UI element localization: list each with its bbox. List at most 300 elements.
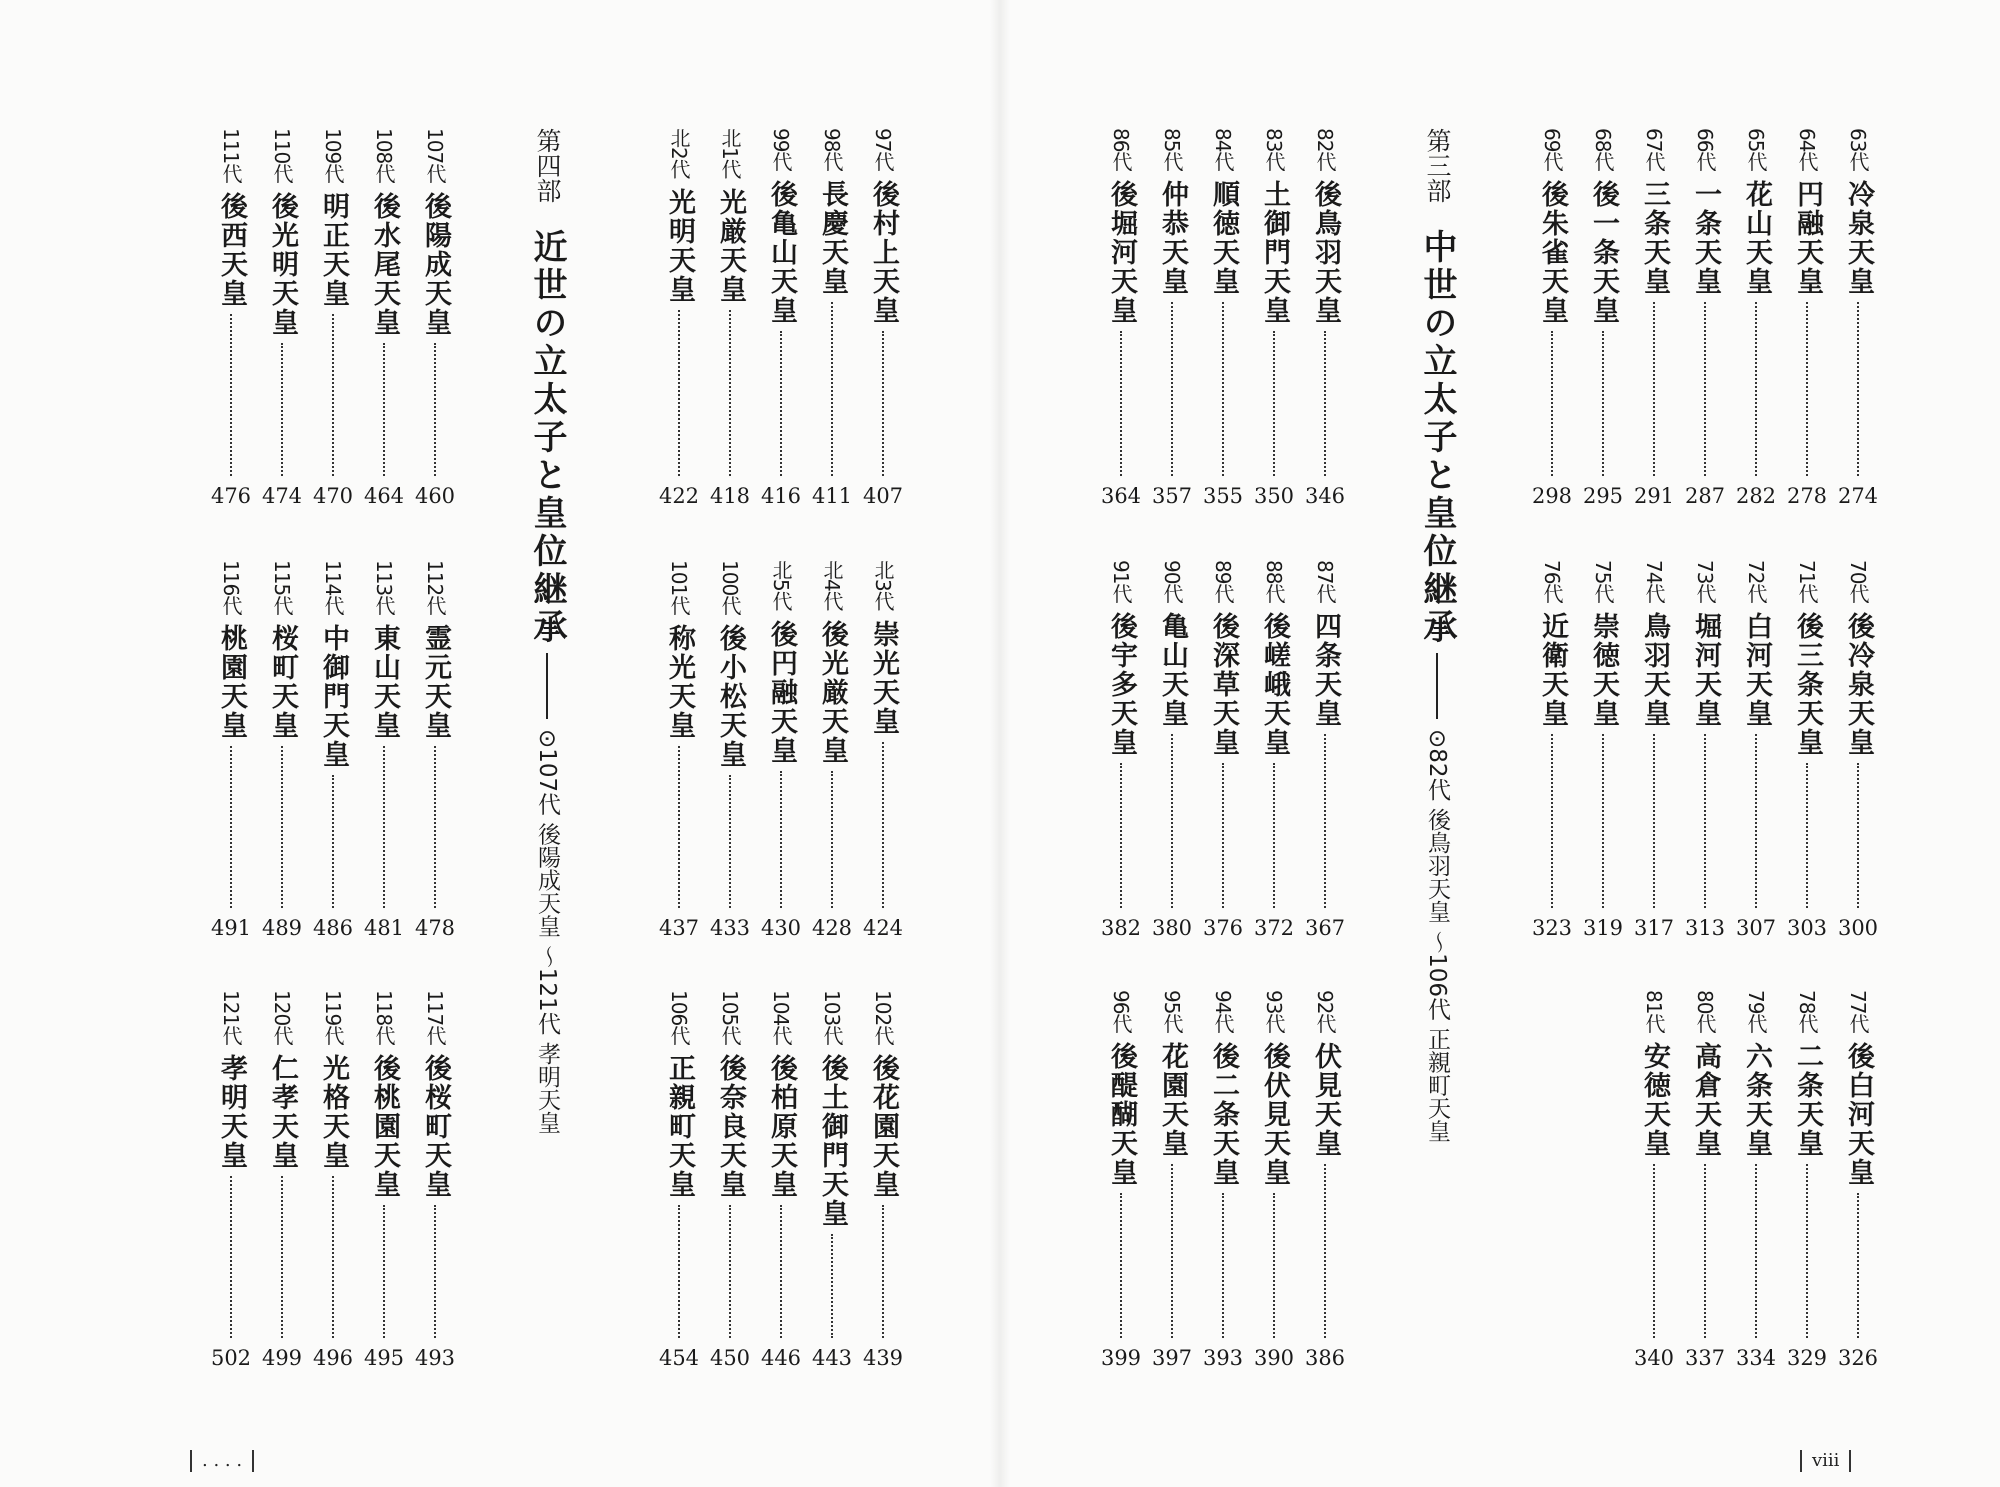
entry-emperor-name: 後堀河天皇 — [1106, 180, 1137, 326]
toc-entry — [1578, 560, 1628, 940]
toc-entry — [1629, 990, 1679, 1370]
dot-leader — [882, 331, 884, 476]
toc-entry — [705, 128, 755, 508]
entry-emperor-name: 光格天皇 — [318, 1054, 349, 1171]
toc-entry — [1731, 560, 1781, 940]
entry-era: 120代 — [270, 990, 294, 1045]
part-heading-3 — [1402, 128, 1472, 1228]
entry-era: 67代 — [1642, 128, 1666, 171]
toc-entry — [654, 560, 704, 940]
dot-leader — [1806, 1164, 1808, 1338]
dot-leader — [230, 746, 232, 908]
entry-emperor-name: 高倉天皇 — [1690, 1042, 1721, 1159]
entry-emperor-name: 崇徳天皇 — [1588, 612, 1619, 729]
toc-entry — [410, 128, 460, 508]
dot-leader — [1755, 1164, 1757, 1338]
entry-page-number: 476 — [210, 484, 252, 508]
entry-era: 99代 — [769, 128, 793, 171]
entry-era: 73代 — [1693, 560, 1717, 603]
dot-leader — [1857, 763, 1859, 908]
dot-leader — [1704, 302, 1706, 476]
entry-era: 119代 — [321, 990, 345, 1045]
entry-emperor-name: 後白河天皇 — [1843, 1042, 1874, 1188]
toc-entry — [1300, 560, 1350, 940]
entry-emperor-name: 円融天皇 — [1792, 180, 1823, 297]
entry-era: 71代 — [1795, 560, 1819, 603]
dot-leader — [1704, 1164, 1706, 1338]
toc-entry — [1198, 990, 1248, 1370]
entry-emperor-name: 後西天皇 — [216, 192, 247, 309]
entry-emperor-name: 後冷泉天皇 — [1843, 612, 1874, 758]
entry-era: 121代 — [219, 990, 243, 1045]
entry-page-number: 486 — [312, 916, 354, 940]
entry-page-number: 298 — [1531, 484, 1573, 508]
entry-emperor-name: 後三条天皇 — [1792, 612, 1823, 758]
toc-entry — [807, 128, 857, 508]
entry-page-number: 340 — [1633, 1346, 1675, 1370]
toc-entry — [1300, 128, 1350, 508]
dot-leader — [678, 746, 680, 908]
dot-leader — [1755, 734, 1757, 908]
dot-leader — [678, 1205, 680, 1338]
entry-emperor-name: 後亀山天皇 — [766, 180, 797, 326]
part-title: 中世の立太子と皇位継承 — [1417, 229, 1457, 647]
entry-page-number: 372 — [1253, 916, 1295, 940]
entry-emperor-name: 光明天皇 — [664, 187, 695, 304]
entry-emperor-name: 長慶天皇 — [817, 180, 848, 297]
entry-page-number: 418 — [709, 484, 751, 508]
entry-era: 72代 — [1744, 560, 1768, 603]
entry-emperor-name: 仲恭天皇 — [1157, 180, 1188, 297]
entry-era: 97代 — [871, 128, 895, 171]
entry-era: 77代 — [1846, 990, 1870, 1033]
entry-page-number: 393 — [1202, 1346, 1244, 1370]
entry-era: 107代 — [423, 128, 447, 183]
entry-era: 104代 — [769, 990, 793, 1045]
entry-page-number: 493 — [414, 1346, 456, 1370]
folio-bar — [190, 1450, 192, 1472]
entry-era: 74代 — [1642, 560, 1666, 603]
dot-leader — [1273, 331, 1275, 476]
entry-page-number: 303 — [1786, 916, 1828, 940]
entry-emperor-name: 後円融天皇 — [766, 619, 797, 765]
entry-emperor-name: 伏見天皇 — [1310, 1042, 1341, 1159]
entry-page-number: 416 — [760, 484, 802, 508]
entry-page-number: 386 — [1304, 1346, 1346, 1370]
dot-leader — [332, 314, 334, 476]
entry-era: 86代 — [1109, 128, 1133, 171]
toc-entry — [1249, 128, 1299, 508]
toc-entry — [1833, 128, 1883, 508]
entry-era: 117代 — [423, 990, 447, 1045]
toc-entry — [1198, 560, 1248, 940]
entry-era: 76代 — [1540, 560, 1564, 603]
entry-era: 68代 — [1591, 128, 1615, 171]
dot-leader — [1653, 302, 1655, 476]
entry-era: 北5代 — [769, 560, 793, 610]
toc-entry — [206, 990, 256, 1370]
toc-entry — [1096, 560, 1146, 940]
entry-era: 95代 — [1160, 990, 1184, 1033]
entry-emperor-name: 仁孝天皇 — [267, 1054, 298, 1171]
toc-entry — [1249, 560, 1299, 940]
entry-emperor-name: 後桃園天皇 — [369, 1054, 400, 1200]
entry-era: 79代 — [1744, 990, 1768, 1033]
entry-era: 85代 — [1160, 128, 1184, 171]
part-label: 第四部 — [533, 128, 562, 203]
entry-era: 65代 — [1744, 128, 1768, 171]
dot-leader — [1324, 1164, 1326, 1338]
entry-era: 98代 — [820, 128, 844, 171]
toc-entry — [858, 990, 908, 1370]
dot-leader — [1653, 1164, 1655, 1338]
entry-page-number: 430 — [760, 916, 802, 940]
toc-entry — [1300, 990, 1350, 1370]
entry-page-number: 326 — [1837, 1346, 1879, 1370]
dot-leader — [882, 1205, 884, 1338]
entry-era: 83代 — [1262, 128, 1286, 171]
entry-page-number: 295 — [1582, 484, 1624, 508]
entry-page-number: 422 — [658, 484, 700, 508]
toc-entry — [308, 128, 358, 508]
folio-bar — [252, 1450, 254, 1472]
entry-emperor-name: 後花園天皇 — [868, 1054, 899, 1200]
entry-emperor-name: 明正天皇 — [318, 192, 349, 309]
entry-emperor-name: 桜町天皇 — [267, 624, 298, 741]
entry-era: 94代 — [1211, 990, 1235, 1033]
toc-entry — [1680, 560, 1730, 940]
folio-bar — [1800, 1450, 1802, 1472]
dot-leader — [1171, 302, 1173, 476]
toc-entry — [359, 990, 409, 1370]
entry-era: 93代 — [1262, 990, 1286, 1033]
entry-page-number: 282 — [1735, 484, 1777, 508]
entry-page-number: 411 — [811, 484, 853, 508]
dot-leader — [1171, 734, 1173, 908]
entry-page-number: 474 — [261, 484, 303, 508]
entry-page-number: 337 — [1684, 1346, 1726, 1370]
toc-entry — [308, 990, 358, 1370]
toc-entry — [807, 990, 857, 1370]
entry-page-number: 397 — [1151, 1346, 1193, 1370]
entry-page-number: 495 — [363, 1346, 405, 1370]
entry-emperor-name: 後宇多天皇 — [1106, 612, 1137, 758]
dot-leader — [1171, 1164, 1173, 1338]
entry-era: 88代 — [1262, 560, 1286, 603]
toc-entry — [1731, 990, 1781, 1370]
entry-page-number: 355 — [1202, 484, 1244, 508]
entry-emperor-name: 土御門天皇 — [1259, 180, 1290, 326]
dot-leader — [729, 310, 731, 476]
part-title: 近世の立太子と皇位継承 — [527, 229, 567, 647]
entry-era: 114代 — [321, 560, 345, 615]
entry-emperor-name: 三条天皇 — [1639, 180, 1670, 297]
entry-page-number: 323 — [1531, 916, 1573, 940]
entry-era: 96代 — [1109, 990, 1133, 1033]
entry-emperor-name: 一条天皇 — [1690, 180, 1721, 297]
dot-leader — [1222, 302, 1224, 476]
dot-leader — [1273, 763, 1275, 908]
entry-page-number: 439 — [862, 1346, 904, 1370]
toc-entry — [1782, 990, 1832, 1370]
toc-entry — [206, 128, 256, 508]
dot-leader — [678, 310, 680, 476]
toc-entry — [257, 128, 307, 508]
entry-emperor-name: 後村上天皇 — [868, 180, 899, 326]
entry-page-number: 407 — [862, 484, 904, 508]
entry-era: 103代 — [820, 990, 844, 1045]
entry-emperor-name: 後土御門天皇 — [817, 1054, 848, 1229]
entry-page-number: 470 — [312, 484, 354, 508]
folio-bar — [1849, 1450, 1851, 1472]
entry-era: 91代 — [1109, 560, 1133, 603]
entry-page-number: 446 — [760, 1346, 802, 1370]
folio-left — [180, 1450, 264, 1472]
toc-entry — [756, 128, 806, 508]
dot-leader — [1551, 734, 1553, 908]
entry-emperor-name: 後水尾天皇 — [369, 192, 400, 338]
toc-entry — [807, 560, 857, 940]
entry-page-number: 287 — [1684, 484, 1726, 508]
dot-leader — [1653, 734, 1655, 908]
entry-emperor-name: 安徳天皇 — [1639, 1042, 1670, 1159]
entry-era: 118代 — [372, 990, 396, 1045]
entry-emperor-name: 冷泉天皇 — [1843, 180, 1874, 297]
entry-emperor-name: 東山天皇 — [369, 624, 400, 741]
entry-page-number: 300 — [1837, 916, 1879, 940]
entry-era: 112代 — [423, 560, 447, 615]
entry-emperor-name: 正親町天皇 — [664, 1054, 695, 1200]
toc-entry — [206, 560, 256, 940]
toc-entry — [1629, 560, 1679, 940]
entry-page-number: 274 — [1837, 484, 1879, 508]
entry-emperor-name: 桃園天皇 — [216, 624, 247, 741]
toc-entry — [654, 990, 704, 1370]
entry-page-number: 464 — [363, 484, 405, 508]
entry-emperor-name: 後醍醐天皇 — [1106, 1042, 1137, 1188]
toc-entry — [1680, 128, 1730, 508]
entry-emperor-name: 後光厳天皇 — [817, 619, 848, 765]
part-dash — [1436, 653, 1438, 719]
dot-leader — [281, 746, 283, 908]
toc-entry — [1147, 128, 1197, 508]
entry-era: 64代 — [1795, 128, 1819, 171]
entry-era: 102代 — [871, 990, 895, 1045]
dot-leader — [1222, 763, 1224, 908]
dot-leader — [1602, 734, 1604, 908]
entry-era: 100代 — [718, 560, 742, 615]
dot-leader — [1806, 763, 1808, 908]
toc-entry — [858, 560, 908, 940]
dot-leader — [882, 742, 884, 908]
entry-era: 109代 — [321, 128, 345, 183]
dot-leader — [1857, 302, 1859, 476]
dot-leader — [1704, 734, 1706, 908]
entry-page-number: 491 — [210, 916, 252, 940]
dot-leader — [729, 1205, 731, 1338]
entry-era: 80代 — [1693, 990, 1717, 1033]
entry-page-number: 278 — [1786, 484, 1828, 508]
entry-era: 111代 — [219, 128, 243, 183]
entry-page-number: 291 — [1633, 484, 1675, 508]
dot-leader — [332, 1176, 334, 1338]
entry-emperor-name: 後二条天皇 — [1208, 1042, 1239, 1188]
entry-emperor-name: 堀河天皇 — [1690, 612, 1721, 729]
toc-entry — [1198, 128, 1248, 508]
entry-emperor-name: 後嵯峨天皇 — [1259, 612, 1290, 758]
entry-page-number: 496 — [312, 1346, 354, 1370]
toc-entry — [1096, 990, 1146, 1370]
entry-emperor-name: 後伏見天皇 — [1259, 1042, 1290, 1188]
entry-page-number: 346 — [1304, 484, 1346, 508]
entry-emperor-name: 二条天皇 — [1792, 1042, 1823, 1159]
entry-emperor-name: 後桜町天皇 — [420, 1054, 451, 1200]
entry-page-number: 376 — [1202, 916, 1244, 940]
toc-entry — [1096, 128, 1146, 508]
dot-leader — [383, 746, 385, 908]
entry-page-number: 481 — [363, 916, 405, 940]
entry-era: 105代 — [718, 990, 742, 1045]
dot-leader — [1755, 302, 1757, 476]
dot-leader — [1273, 1193, 1275, 1338]
toc-entry — [1249, 990, 1299, 1370]
toc-entry — [1527, 560, 1577, 940]
entry-emperor-name: 四条天皇 — [1310, 612, 1341, 729]
toc-entry — [1833, 990, 1883, 1370]
entry-page-number: 334 — [1735, 1346, 1777, 1370]
part-heading-4 — [512, 128, 582, 1228]
toc-entry — [1527, 128, 1577, 508]
entry-emperor-name: 近衛天皇 — [1537, 612, 1568, 729]
entry-page-number: 437 — [658, 916, 700, 940]
dot-leader — [383, 1205, 385, 1338]
folio-number: viii — [1812, 1450, 1840, 1471]
entry-page-number: 380 — [1151, 916, 1193, 940]
entry-page-number: 499 — [261, 1346, 303, 1370]
toc-entry — [654, 128, 704, 508]
dot-leader — [1120, 1193, 1122, 1338]
entry-page-number: 399 — [1100, 1346, 1142, 1370]
toc-entry — [410, 560, 460, 940]
dot-leader — [332, 775, 334, 908]
dot-leader — [1551, 331, 1553, 476]
toc-entry — [1147, 560, 1197, 940]
toc-entry — [308, 560, 358, 940]
entry-page-number: 489 — [261, 916, 303, 940]
entry-era: 北3代 — [871, 560, 895, 610]
entry-emperor-name: 称光天皇 — [664, 624, 695, 741]
toc-entry — [257, 990, 307, 1370]
entry-page-number: 502 — [210, 1346, 252, 1370]
toc-entry — [756, 560, 806, 940]
entry-emperor-name: 孝明天皇 — [216, 1054, 247, 1171]
entry-page-number: 454 — [658, 1346, 700, 1370]
toc-entry — [257, 560, 307, 940]
entry-page-number: 443 — [811, 1346, 853, 1370]
dot-leader — [434, 746, 436, 908]
entry-era: 110代 — [270, 128, 294, 183]
entry-emperor-name: 後柏原天皇 — [766, 1054, 797, 1200]
dot-leader — [281, 343, 283, 476]
entry-emperor-name: 後鳥羽天皇 — [1310, 180, 1341, 326]
entry-page-number: 319 — [1582, 916, 1624, 940]
toc-entry — [1147, 990, 1197, 1370]
entry-page-number: 350 — [1253, 484, 1295, 508]
dot-leader — [1324, 331, 1326, 476]
folio-number: . . . . — [202, 1450, 243, 1471]
entry-emperor-name: 光厳天皇 — [715, 187, 746, 304]
entry-era: 92代 — [1313, 990, 1337, 1033]
entry-page-number: 317 — [1633, 916, 1675, 940]
entry-era: 89代 — [1211, 560, 1235, 603]
entry-page-number: 307 — [1735, 916, 1777, 940]
dot-leader — [1120, 763, 1122, 908]
dot-leader — [281, 1176, 283, 1338]
toc-entry — [1629, 128, 1679, 508]
dot-leader — [434, 343, 436, 476]
dot-leader — [780, 331, 782, 476]
entry-page-number: 460 — [414, 484, 456, 508]
dot-leader — [434, 1205, 436, 1338]
dot-leader — [1806, 302, 1808, 476]
dot-leader — [729, 775, 731, 908]
entry-page-number: 450 — [709, 1346, 751, 1370]
entry-page-number: 478 — [414, 916, 456, 940]
entry-page-number: 357 — [1151, 484, 1193, 508]
entry-emperor-name: 白河天皇 — [1741, 612, 1772, 729]
entry-era: 90代 — [1160, 560, 1184, 603]
toc-entry — [1680, 990, 1730, 1370]
toc-entry — [1782, 128, 1832, 508]
toc-entry — [410, 990, 460, 1370]
dot-leader — [780, 1205, 782, 1338]
entry-era: 84代 — [1211, 128, 1235, 171]
entry-era: 115代 — [270, 560, 294, 615]
folio-right — [1790, 1450, 1861, 1472]
dot-leader — [1602, 331, 1604, 476]
toc-entry — [1578, 128, 1628, 508]
toc-entry — [705, 990, 755, 1370]
toc-entry — [359, 128, 409, 508]
entry-era: 82代 — [1313, 128, 1337, 171]
entry-emperor-name: 後深草天皇 — [1208, 612, 1239, 758]
entry-page-number: 390 — [1253, 1346, 1295, 1370]
entry-emperor-name: 後奈良天皇 — [715, 1054, 746, 1200]
dot-leader — [1222, 1193, 1224, 1338]
entry-era: 78代 — [1795, 990, 1819, 1033]
entry-page-number: 367 — [1304, 916, 1346, 940]
toc-entry — [1833, 560, 1883, 940]
entry-era: 66代 — [1693, 128, 1717, 171]
entry-emperor-name: 中御門天皇 — [318, 624, 349, 770]
entry-emperor-name: 後小松天皇 — [715, 624, 746, 770]
page-gutter — [990, 0, 1010, 1487]
entry-page-number: 424 — [862, 916, 904, 940]
entry-era: 69代 — [1540, 128, 1564, 171]
part-range: ⊙82代 後鳥羽天皇 ～106代 正親町天皇 — [1424, 729, 1450, 1143]
dot-leader — [1857, 1193, 1859, 1338]
entry-era: 108代 — [372, 128, 396, 183]
entry-page-number: 313 — [1684, 916, 1726, 940]
part-label: 第三部 — [1423, 128, 1452, 203]
toc-entry — [705, 560, 755, 940]
entry-page-number: 364 — [1100, 484, 1142, 508]
toc-entry — [756, 990, 806, 1370]
entry-page-number: 433 — [709, 916, 751, 940]
dot-leader — [1120, 331, 1122, 476]
toc-entry — [1782, 560, 1832, 940]
entry-era: 87代 — [1313, 560, 1337, 603]
